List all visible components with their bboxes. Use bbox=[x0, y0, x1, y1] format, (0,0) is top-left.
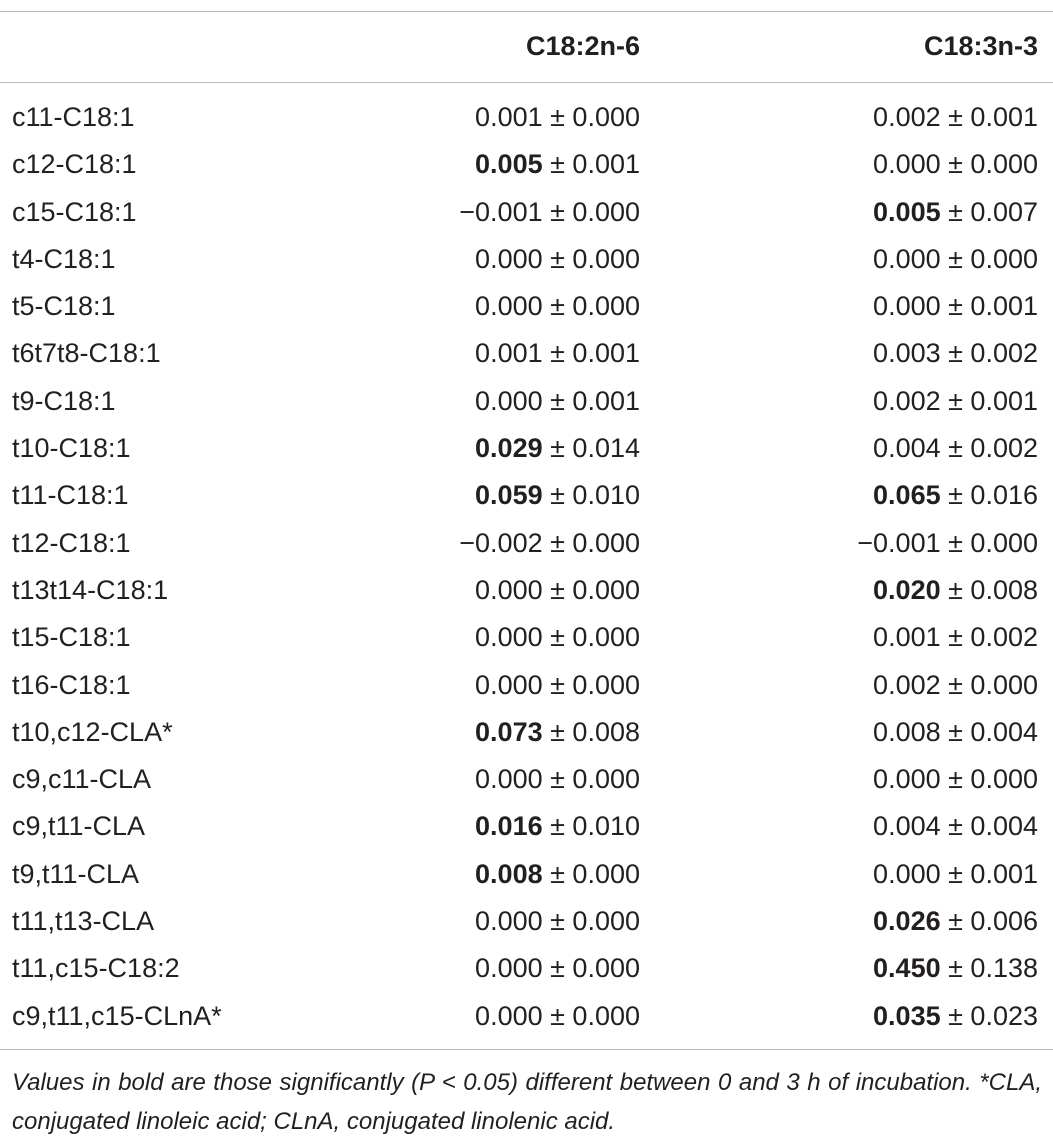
cell-c18-3n-3 bbox=[873, 472, 1038, 519]
value-text: 0.000 ± 0.000 bbox=[475, 291, 640, 322]
value-text: 0.000 ± 0.000 bbox=[475, 622, 640, 653]
significant-value: 0.029 bbox=[475, 433, 543, 464]
row-label: t15-C18:1 bbox=[12, 622, 131, 653]
cell-c18-2n-6 bbox=[475, 236, 640, 283]
table-row bbox=[0, 851, 1053, 898]
table-header bbox=[0, 11, 1053, 82]
value-text: ± 0.010 bbox=[542, 811, 640, 842]
table-row bbox=[0, 472, 1053, 519]
value-text: ± 0.008 bbox=[940, 574, 1038, 605]
value-text: 0.003 ± 0.002 bbox=[873, 338, 1038, 369]
value-text: 0.000 ± 0.000 bbox=[873, 764, 1038, 795]
cell-c18-3n-3 bbox=[873, 378, 1038, 425]
table-row bbox=[0, 945, 1053, 992]
cell-c18-3n-3 bbox=[873, 756, 1038, 803]
table-footnote: Values in bold are those significantly (P < 0.05) different between 0 and 3 h of incubation. *CLA, conjugated linoleic acid; CLnA, conjugated linolenic acid. bbox=[12, 1069, 1042, 1135]
cell-c18-2n-6 bbox=[475, 94, 640, 141]
significant-value: 0.005 bbox=[873, 196, 941, 227]
table-row bbox=[0, 425, 1053, 472]
value-text: 0.000 ± 0.000 bbox=[475, 764, 640, 795]
cell-c18-3n-3 bbox=[873, 283, 1038, 330]
cell-c18-3n-3 bbox=[873, 189, 1038, 236]
value-text: 0.000 ± 0.000 bbox=[873, 243, 1038, 274]
row-label: t10-C18:1 bbox=[12, 433, 131, 464]
value-text: 0.001 ± 0.002 bbox=[873, 622, 1038, 653]
table-row bbox=[0, 756, 1053, 803]
column-header-c18-3n-3: C18:3n-3 bbox=[923, 31, 1038, 61]
header-rule bbox=[0, 82, 1053, 83]
table-row bbox=[0, 283, 1053, 330]
value-text: −0.002 ± 0.000 bbox=[459, 527, 640, 558]
table-row bbox=[0, 520, 1053, 567]
cell-c18-3n-3 bbox=[873, 945, 1038, 992]
cell-c18-2n-6 bbox=[475, 709, 640, 756]
cell-c18-2n-6 bbox=[475, 614, 640, 661]
significant-value: 0.035 bbox=[873, 1000, 941, 1031]
significant-value: 0.008 bbox=[475, 858, 543, 889]
cell-c18-2n-6 bbox=[475, 425, 640, 472]
significant-value: 0.450 bbox=[873, 953, 941, 984]
cell-c18-3n-3 bbox=[857, 520, 1038, 567]
cell-c18-3n-3 bbox=[873, 425, 1038, 472]
row-label: t10,c12-CLA* bbox=[12, 716, 173, 747]
significant-value: 0.020 bbox=[873, 574, 941, 605]
table-row bbox=[0, 330, 1053, 377]
row-label: t6t7t8-C18:1 bbox=[12, 338, 161, 369]
value-text: −0.001 ± 0.000 bbox=[857, 527, 1038, 558]
row-label: t13t14-C18:1 bbox=[12, 574, 169, 605]
cell-c18-2n-6 bbox=[475, 945, 640, 992]
value-text: 0.004 ± 0.004 bbox=[873, 811, 1038, 842]
row-label: c12-C18:1 bbox=[12, 149, 137, 180]
value-text: ± 0.001 bbox=[542, 149, 640, 180]
cell-c18-2n-6 bbox=[475, 330, 640, 377]
row-label: t5-C18:1 bbox=[12, 291, 116, 322]
row-label: t11-C18:1 bbox=[12, 480, 129, 511]
cell-c18-3n-3 bbox=[873, 662, 1038, 709]
row-label: t12-C18:1 bbox=[12, 527, 131, 558]
cell-c18-3n-3 bbox=[873, 709, 1038, 756]
cell-c18-2n-6 bbox=[475, 993, 640, 1040]
cell-c18-2n-6 bbox=[475, 851, 640, 898]
value-text: 0.000 ± 0.000 bbox=[475, 669, 640, 700]
value-text: ± 0.000 bbox=[542, 858, 640, 889]
value-text: 0.002 ± 0.001 bbox=[873, 385, 1038, 416]
cell-c18-2n-6 bbox=[475, 662, 640, 709]
table-row bbox=[0, 803, 1053, 850]
cell-c18-2n-6 bbox=[459, 520, 640, 567]
significant-value: 0.026 bbox=[873, 906, 941, 937]
value-text: ± 0.014 bbox=[542, 433, 640, 464]
value-text: 0.000 ± 0.001 bbox=[475, 385, 640, 416]
significant-value: 0.059 bbox=[475, 480, 543, 511]
cell-c18-3n-3 bbox=[873, 236, 1038, 283]
value-text: 0.008 ± 0.004 bbox=[873, 716, 1038, 747]
cell-c18-2n-6 bbox=[475, 141, 640, 188]
table-row bbox=[0, 567, 1053, 614]
cell-c18-3n-3 bbox=[873, 993, 1038, 1040]
row-label: t9,t11-CLA bbox=[12, 858, 140, 889]
cell-c18-3n-3 bbox=[873, 567, 1038, 614]
row-label: t16-C18:1 bbox=[12, 669, 131, 700]
row-label: c15-C18:1 bbox=[12, 196, 137, 227]
table-row bbox=[0, 189, 1053, 236]
table-row bbox=[0, 378, 1053, 425]
significant-value: 0.065 bbox=[873, 480, 941, 511]
value-text: ± 0.023 bbox=[940, 1000, 1038, 1031]
value-text: 0.000 ± 0.000 bbox=[475, 953, 640, 984]
significant-value: 0.073 bbox=[475, 716, 543, 747]
value-text: 0.000 ± 0.000 bbox=[873, 149, 1038, 180]
value-text: 0.002 ± 0.000 bbox=[873, 669, 1038, 700]
table-row bbox=[0, 141, 1053, 188]
table-row bbox=[0, 993, 1053, 1040]
cell-c18-2n-6 bbox=[475, 803, 640, 850]
cell-c18-2n-6 bbox=[475, 898, 640, 945]
row-label: t11,c15-C18:2 bbox=[12, 953, 180, 984]
value-text: ± 0.010 bbox=[542, 480, 640, 511]
cell-c18-3n-3 bbox=[873, 851, 1038, 898]
cell-c18-2n-6 bbox=[475, 283, 640, 330]
value-text: 0.000 ± 0.000 bbox=[475, 1000, 640, 1031]
value-text: ± 0.138 bbox=[940, 953, 1038, 984]
table-row bbox=[0, 709, 1053, 756]
value-text: 0.000 ± 0.001 bbox=[873, 858, 1038, 889]
value-text: ± 0.016 bbox=[940, 480, 1038, 511]
cell-c18-3n-3 bbox=[873, 330, 1038, 377]
row-label: c9,c11-CLA bbox=[12, 764, 152, 795]
value-text: ± 0.008 bbox=[542, 716, 640, 747]
column-header-c18-2n-6: C18:2n-6 bbox=[525, 31, 640, 61]
significant-value: 0.005 bbox=[475, 149, 543, 180]
cell-c18-3n-3 bbox=[873, 94, 1038, 141]
cell-c18-3n-3 bbox=[873, 141, 1038, 188]
table-row bbox=[0, 898, 1053, 945]
value-text: 0.000 ± 0.001 bbox=[873, 291, 1038, 322]
row-label: c9,t11-CLA bbox=[12, 811, 146, 842]
table-row bbox=[0, 662, 1053, 709]
bottom-rule bbox=[0, 1049, 1053, 1050]
cell-c18-3n-3 bbox=[873, 614, 1038, 661]
value-text: 0.002 ± 0.001 bbox=[873, 102, 1038, 132]
value-text: 0.000 ± 0.000 bbox=[475, 243, 640, 274]
row-label: c11-C18:1 bbox=[12, 102, 135, 132]
row-label: t4-C18:1 bbox=[12, 243, 116, 274]
table-row bbox=[0, 236, 1053, 283]
value-text: 0.004 ± 0.002 bbox=[873, 433, 1038, 464]
cell-c18-2n-6 bbox=[475, 567, 640, 614]
cell-c18-2n-6 bbox=[475, 472, 640, 519]
cell-c18-2n-6 bbox=[459, 189, 640, 236]
value-text: 0.000 ± 0.000 bbox=[475, 574, 640, 605]
value-text: ± 0.006 bbox=[940, 906, 1038, 937]
value-text: −0.001 ± 0.000 bbox=[459, 196, 640, 227]
table-body bbox=[0, 94, 1053, 1040]
row-label: c9,t11,c15-CLnA* bbox=[12, 1000, 222, 1031]
value-text: 0.000 ± 0.000 bbox=[475, 906, 640, 937]
significant-value: 0.016 bbox=[475, 811, 543, 842]
cell-c18-3n-3 bbox=[873, 898, 1038, 945]
table-row bbox=[0, 94, 1053, 141]
value-text: ± 0.007 bbox=[940, 196, 1038, 227]
value-text: 0.001 ± 0.001 bbox=[475, 338, 640, 369]
table-row bbox=[0, 614, 1053, 661]
cell-c18-2n-6 bbox=[475, 378, 640, 425]
value-text: 0.001 ± 0.000 bbox=[475, 102, 640, 132]
cell-c18-2n-6 bbox=[475, 756, 640, 803]
row-label: t11,t13-CLA bbox=[12, 906, 155, 937]
cell-c18-3n-3 bbox=[873, 803, 1038, 850]
row-label: t9-C18:1 bbox=[12, 385, 116, 416]
